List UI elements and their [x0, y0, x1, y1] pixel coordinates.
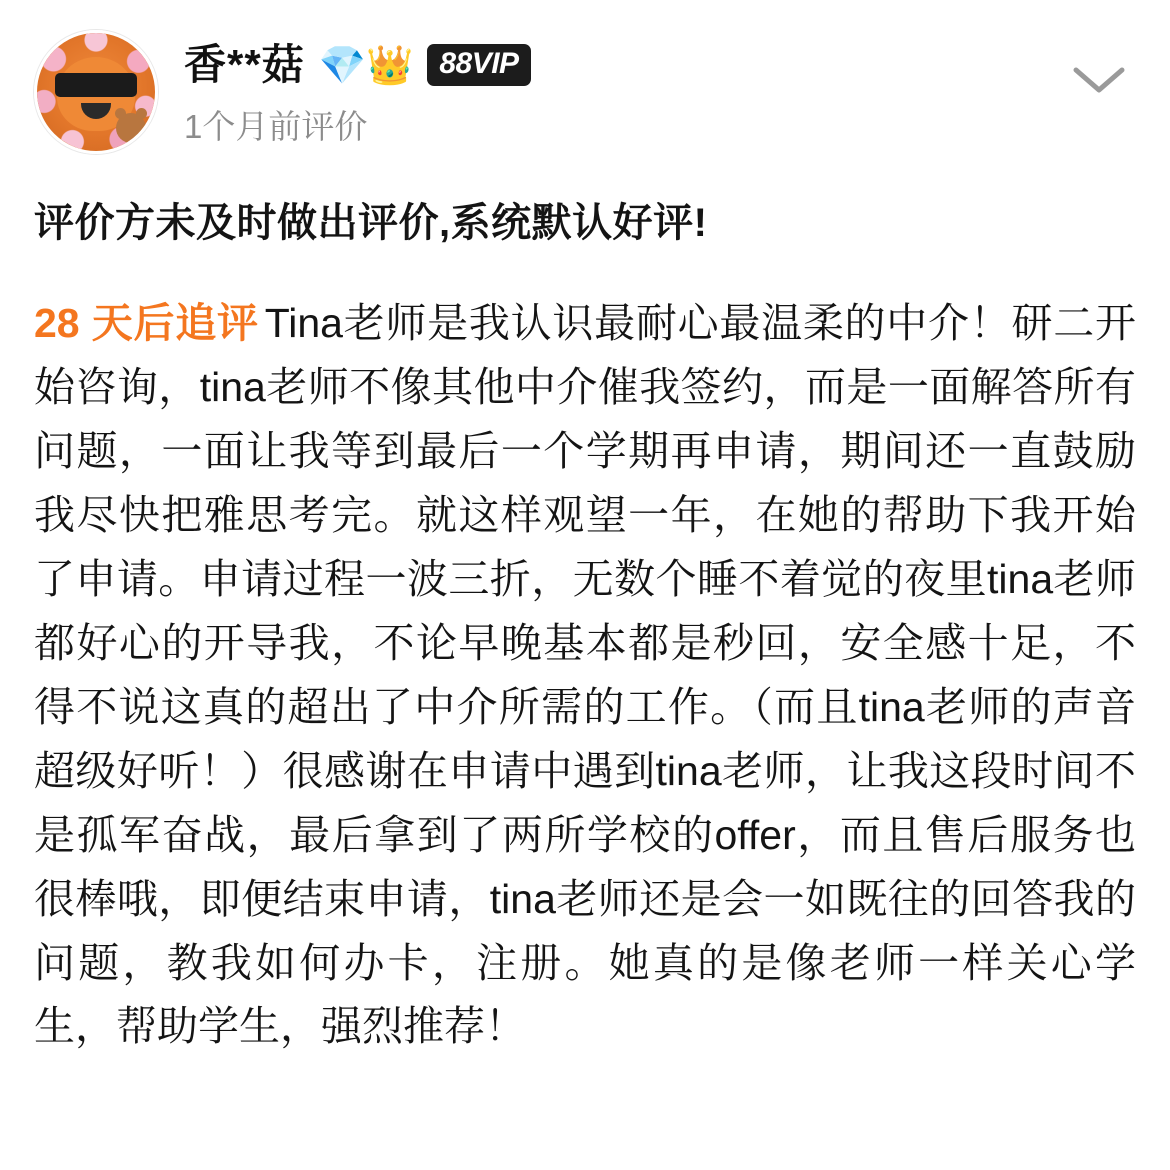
vip-badge: 88VIP — [427, 44, 530, 86]
crown-icon: 💎👑 — [318, 45, 414, 87]
append-review-block — [34, 292, 1136, 1059]
review-timestamp: 1个月前评价 — [184, 108, 368, 145]
append-review-text: Tina老师是我认识最耐心最温柔的中介！研二开始咨询，tina老师不像其他中介催我签约，而是一面解答所有问题，一面让我等到最后一个学期再申请，期间还一直鼓励我尽快把雅思考完。就这样观望一年，在她的帮助下我开始了申请。申请过程一波三折，无数个睡不着觉的夜里tina老师都好心的开导我，不论早晚基本都是秒回，安全感十足，不得不说这真的超出了中介所需的工作。（而且tina老师的声音超级好听！）很感谢在申请中遇到tina老师，让我这段时间不是孤军奋战，最后拿到了两所学校的offer，而且售后服务也很棒哦，即便结束申请，tina老师还是会一如既往的回答我的问题，教我如何办卡，注册。她真的是像老师一样关心学生，帮助学生，强烈推荐！ — [34, 300, 1137, 1050]
review-header — [34, 30, 1136, 160]
teddy-bear-icon — [116, 113, 146, 143]
username-row — [184, 36, 1136, 94]
first-comment-text: 评价方未及时做出评价,系统默认好评! — [34, 201, 708, 245]
avatar[interactable] — [34, 30, 158, 154]
append-review-label: 28 天后追评 — [34, 300, 259, 346]
chevron-down-icon[interactable] — [1068, 58, 1130, 102]
user-info — [184, 30, 1136, 143]
sunglasses-icon — [55, 73, 137, 97]
username: 香**菇 — [184, 41, 305, 88]
